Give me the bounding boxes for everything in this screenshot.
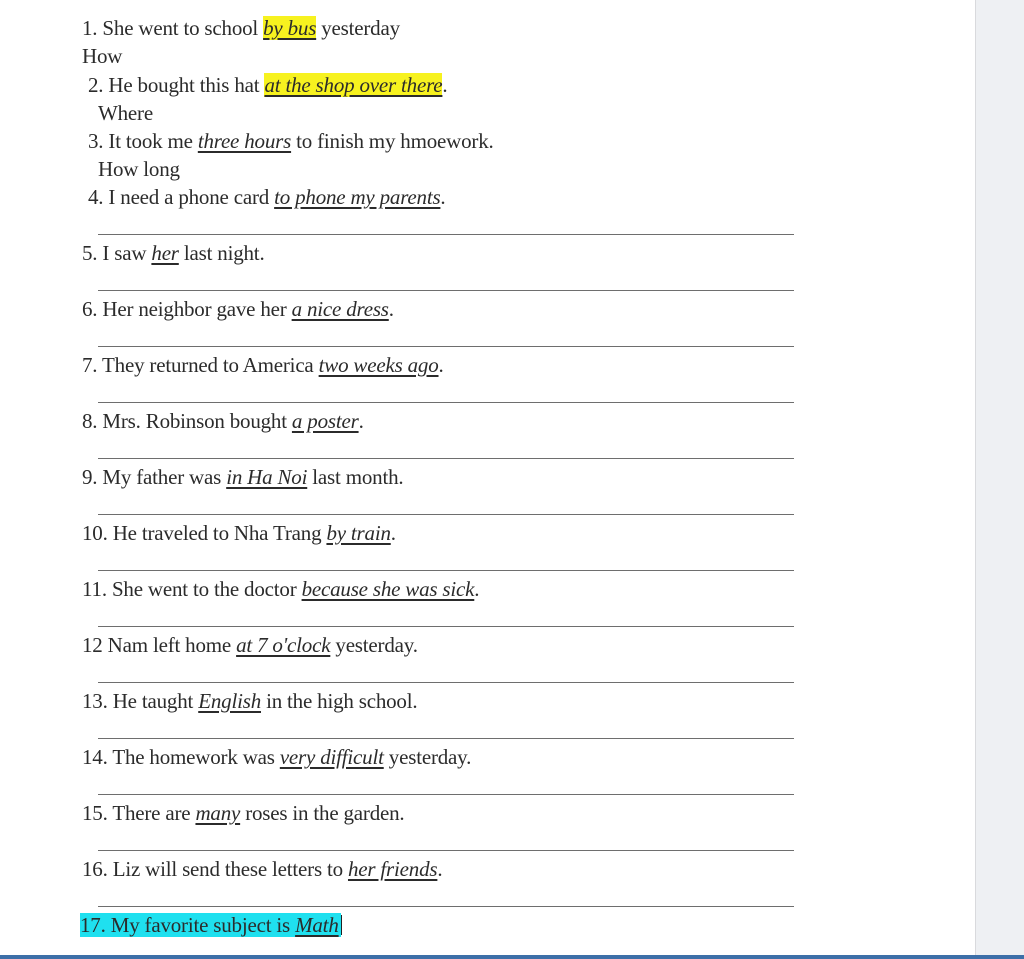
- answer-line: [98, 458, 794, 459]
- scroll-gutter[interactable]: [976, 0, 1024, 955]
- answer-line: [98, 738, 794, 739]
- exercise-item-3: 3. It took me three hours to finish my hmoework.: [88, 129, 494, 153]
- exercise-item-5: 5. I saw her last night.: [82, 241, 265, 265]
- exercise-item-4: 4. I need a phone card to phone my parents.: [88, 185, 446, 209]
- answer-line: [98, 682, 794, 683]
- answer-prompt-3: How long: [98, 157, 180, 181]
- answer-line: [98, 346, 794, 347]
- exercise-item-9: 9. My father was in Ha Noi last month.: [82, 465, 404, 489]
- exercise-item-2: 2. He bought this hat at the shop over there.: [88, 73, 448, 97]
- exercise-item-7: 7. They returned to America two weeks ago.: [82, 353, 444, 377]
- answer-prompt-2: Where: [98, 101, 153, 125]
- exercise-item-1: 1. She went to school by bus yesterday: [82, 16, 400, 40]
- answer-line: [98, 570, 794, 571]
- answer-line: [98, 626, 794, 627]
- answer-line: [98, 234, 794, 235]
- answer-line: [98, 402, 794, 403]
- exercise-item-15: 15. There are many roses in the garden.: [82, 801, 405, 825]
- answer-line: [98, 906, 794, 907]
- exercise-item-8: 8. Mrs. Robinson bought a poster.: [82, 409, 364, 433]
- taskbar-edge: [0, 955, 1024, 959]
- exercise-item-10: 10. He traveled to Nha Trang by train.: [82, 521, 396, 545]
- exercise-item-14: 14. The homework was very difficult yesterday.: [82, 745, 472, 769]
- highlighted-answer: by bus: [263, 16, 317, 40]
- exercise-item-11: 11. She went to the doctor because she was sick.: [82, 577, 480, 601]
- text-selection[interactable]: 17. My favorite subject is Math: [80, 913, 339, 937]
- answer-line: [98, 850, 794, 851]
- answer-line: [98, 514, 794, 515]
- exercise-item-6: 6. Her neighbor gave her a nice dress.: [82, 297, 394, 321]
- text-cursor: [341, 915, 342, 935]
- exercise-item-16: 16. Liz will send these letters to her friends.: [82, 857, 443, 881]
- answer-line: [98, 794, 794, 795]
- answer-prompt-1: How: [82, 44, 123, 68]
- answer-line: [98, 290, 794, 291]
- exercise-item-13: 13. He taught English in the high school.: [82, 689, 418, 713]
- exercise-item-17[interactable]: [80, 912, 342, 938]
- exercise-item-12: 12 Nam left home at 7 o'clock yesterday.: [82, 633, 418, 657]
- highlighted-answer: at the shop over there: [264, 73, 443, 97]
